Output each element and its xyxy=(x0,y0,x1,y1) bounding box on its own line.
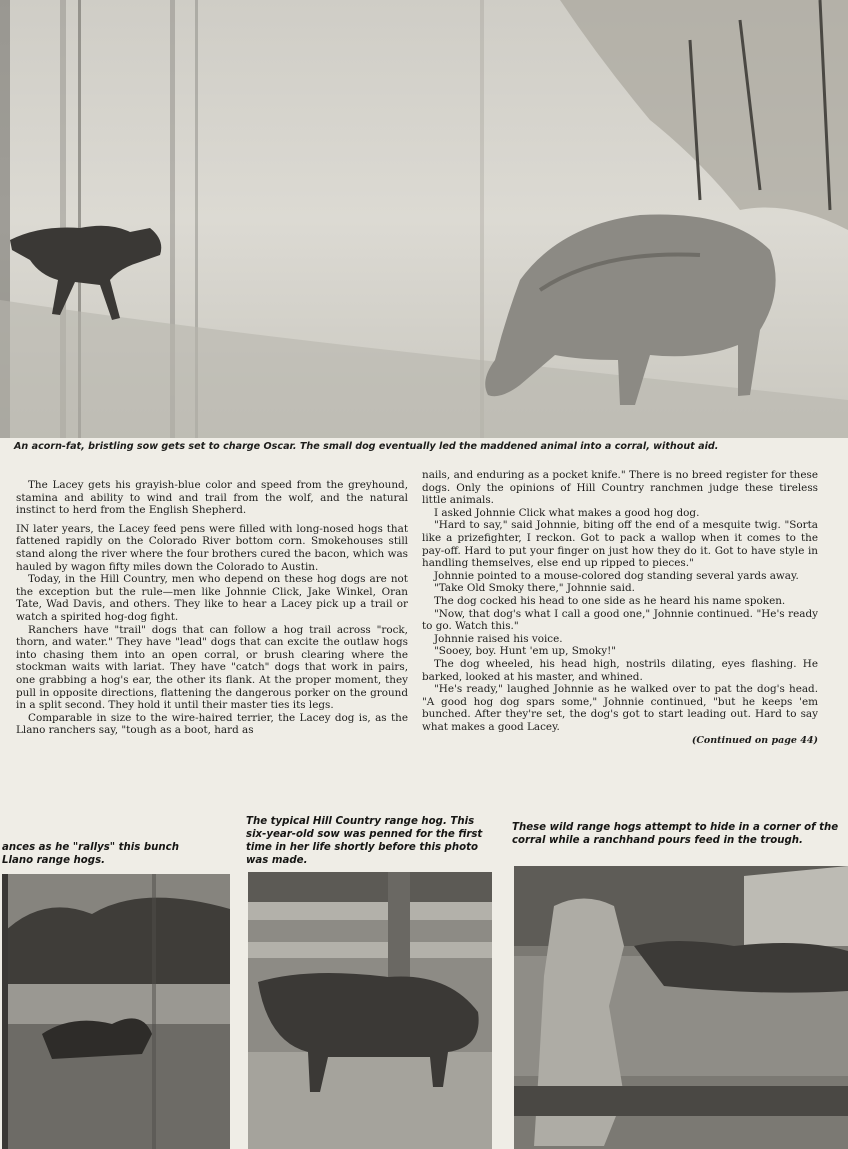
paragraph: Johnnie raised his voice. xyxy=(434,632,563,645)
article-column-1 xyxy=(16,479,408,737)
paragraph: Ranchers have "trail" dogs that can follow a hog trail across "rock, thorn, and water." They have "lead" dogs that can excite the outlaw hogs into chasing them into an open corral, or brush clearing where the stockman waits with lariat. They have "catch" dogs that work in pairs, one grabbing a hog's ear, the other its flank. At the proper moment, they pull in opposite directions, flattening the dangerous porker on the ground in a split second. They hold it until their master ties its legs. xyxy=(16,623,408,712)
continued-note: (Continued on page 44) xyxy=(691,735,818,747)
bottom-middle-photo xyxy=(248,872,492,1149)
paragraph: The dog cocked his head to one side as he heard his name spoken. xyxy=(434,594,786,607)
paragraph: "Sooey, boy. Hunt 'em up, Smoky!" xyxy=(434,645,617,658)
paragraph: The dog wheeled, his head high, nostrils dilating, eyes flashing. He barked, looked at his master, and whined. xyxy=(422,657,818,683)
paragraph: "Take Old Smoky there," Johnnie said. xyxy=(434,582,635,595)
paragraph: "He's ready," laughed Johnnie as he walked over to pat the dog's head. "A good hog dog spars some," Johnnie continued, "but he keeps 'em bunched. After they're set, the dog's got to start leading out. Hard to say what makes a good Lacey. xyxy=(422,683,818,733)
top-photo-caption: An acorn-fat, bristling sow gets set to charge Oscar. The small dog eventually led the maddened animal into a corral, without aid. xyxy=(14,441,719,452)
paragraph: Today, in the Hill Country, men who depend on these hog dogs are not the exception but the rule—men like Johnnie Click, Jake Winkel, Oran Tate, Wad Davis, and others. They like to hear a Lacey pick up a trail or watch a spirited hog-dog fight. xyxy=(16,573,408,623)
paragraph: "Now, that dog's what I call a good one," Johnnie continued. "He's ready to go. Watch this." xyxy=(422,607,818,633)
bottom-right-photo xyxy=(514,866,848,1149)
bottom-left-caption: ances as he "rallys" this bunch Llano range hogs. xyxy=(2,842,179,866)
paragraph: I asked Johnnie Click what makes a good hog dog. xyxy=(434,506,700,519)
bottom-right-caption: These wild range hogs attempt to hide in a corner of the corral while a ranchhand pours feed in the trough. xyxy=(512,822,839,846)
article-column-2 xyxy=(422,469,818,748)
paragraph-dropcap: IN later years, the Lacey feed pens were filled with long-nosed hogs that fattened rapidly on the Colorado River bottom corn. Smokehouses still stand along the river where the four brothers cured the bacon, which was hauled by wagon fifty miles down the Colorado to Austin. xyxy=(16,522,408,573)
paragraph: The Lacey gets his grayish-blue color and speed from the greyhound, stamina and ability to wind and trail from the wolf, and the natural instinct to herd from the English Shepherd. xyxy=(16,479,408,517)
bottom-middle-caption: The typical Hill Country range hog. This six-year-old sow was penned for the first time in her life shortly before this photo was made. xyxy=(246,816,483,866)
paragraph: Johnnie pointed to a mouse-colored dog standing several yards away. xyxy=(434,569,799,582)
paragraph: Comparable in size to the wire-haired terrier, the Lacey dog is, as the Llano ranchers say, "tough as a boot, hard as xyxy=(16,711,408,737)
top-photo-dog-and-sow xyxy=(0,0,848,438)
paragraph: nails, and enduring as a pocket knife." There is no breed register for these dogs. Only the opinions of Hill Country ranchmen judge these tireless little animals. xyxy=(422,469,818,507)
paragraph: "Hard to say," said Johnnie, biting off the end of a mesquite twig. "Sorta like a prizefighter, I reckon. Got to pack a wallop when it comes to the pay-off. Hard to put your finger on just how they do it. Got to have style in handling themselves, else end up ripped to pieces." xyxy=(422,519,818,570)
bottom-left-photo xyxy=(2,874,230,1149)
